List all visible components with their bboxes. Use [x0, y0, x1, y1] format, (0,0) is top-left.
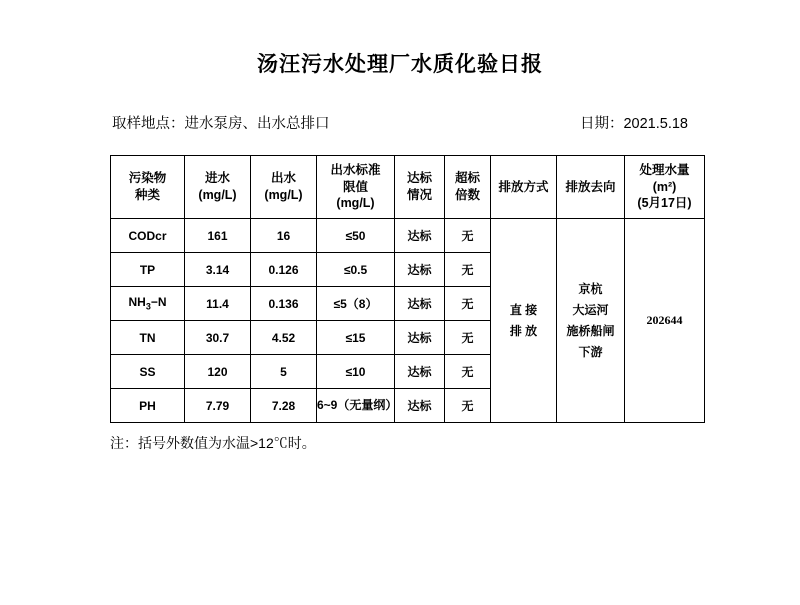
header-standard-line2: 限值	[342, 179, 368, 194]
cell-effluent: 16	[251, 219, 317, 253]
cell-effluent: 4.52	[251, 321, 317, 355]
meta-row	[0, 112, 800, 133]
header-compliance	[395, 156, 445, 219]
cell-pollutant-name	[111, 287, 185, 321]
cell-effluent: 0.126	[251, 253, 317, 287]
cell-influent: 120	[185, 355, 251, 389]
cell-discharge-method	[491, 219, 557, 423]
header-standard-line1: 出水标准	[330, 162, 381, 177]
cell-compliance: 达标	[395, 253, 445, 287]
cell-exceed: 无	[445, 219, 491, 253]
cell-effluent: 0.136	[251, 287, 317, 321]
cell-pollutant-name-main: NH	[128, 295, 146, 310]
header-influent-line2: (mg/L)	[198, 188, 237, 202]
header-effluent	[251, 156, 317, 219]
document-page	[0, 48, 800, 605]
cell-exceed: 无	[445, 253, 491, 287]
cell-pollutant-name: TN	[111, 321, 185, 355]
table-row	[111, 219, 705, 253]
cell-exceed: 无	[445, 355, 491, 389]
header-pollutant	[111, 156, 185, 219]
report-date: 日期：2021.5.18	[579, 116, 688, 132]
discharge-destination-line1: 京杭	[578, 281, 603, 296]
header-discharge-destination	[557, 156, 625, 219]
cell-standard: ≤10	[317, 355, 395, 389]
cell-compliance: 达标	[395, 321, 445, 355]
page-title: 汤汪污水处理厂水质化验日报	[257, 53, 543, 76]
header-discharge-destination-line1: 排放去向	[565, 179, 616, 194]
header-exceed-line1: 超标	[454, 171, 480, 186]
header-treated-volume	[625, 156, 705, 219]
header-treated-volume-line1: 处理水量	[639, 162, 690, 177]
header-compliance-line1: 达标	[406, 171, 432, 186]
cell-pollutant-name-sub: 3	[145, 301, 151, 312]
cell-standard: ≤0.5	[317, 253, 395, 287]
header-influent-line1: 进水	[204, 171, 230, 186]
cell-compliance: 达标	[395, 287, 445, 321]
cell-compliance: 达标	[395, 355, 445, 389]
header-treated-volume-line2: (m²)	[652, 179, 677, 194]
cell-treated-volume: 202644	[625, 219, 705, 423]
cell-exceed: 无	[445, 389, 491, 423]
header-pollutant-line1: 污染物	[128, 171, 167, 186]
header-compliance-line2: 情况	[406, 188, 432, 202]
header-exceed	[445, 156, 491, 219]
footnote: 注：括号外数值为水温>12℃时。	[110, 435, 316, 451]
cell-influent: 11.4	[185, 287, 251, 321]
cell-pollutant-name: TP	[111, 253, 185, 287]
cell-standard: ≤5（8）	[317, 287, 395, 321]
discharge-method-line2: 排 放	[509, 323, 538, 338]
header-discharge-method-line1: 排放方式	[498, 179, 549, 194]
discharge-method-line1: 直 接	[509, 302, 538, 317]
cell-influent: 3.14	[185, 253, 251, 287]
cell-exceed: 无	[445, 321, 491, 355]
cell-influent: 161	[185, 219, 251, 253]
discharge-destination-line2: 大运河	[572, 302, 609, 317]
cell-exceed: 无	[445, 287, 491, 321]
table-header-row	[111, 156, 705, 219]
cell-standard: 6~9（无量纲）	[317, 389, 395, 423]
cell-pollutant-name: CODcr	[111, 219, 185, 253]
cell-pollutant-name: PH	[111, 389, 185, 423]
cell-effluent: 7.28	[251, 389, 317, 423]
cell-standard: ≤50	[317, 219, 395, 253]
header-standard	[317, 156, 395, 219]
cell-pollutant-name-tail: −N	[150, 295, 167, 310]
sampling-location: 取样地点：进水泵房、出水总排口	[112, 116, 330, 132]
cell-influent: 30.7	[185, 321, 251, 355]
discharge-destination-line3: 施桥船闸	[566, 323, 615, 338]
header-discharge-method	[491, 156, 557, 219]
cell-effluent: 5	[251, 355, 317, 389]
cell-standard: ≤15	[317, 321, 395, 355]
header-treated-volume-line3: (5月17日)	[637, 196, 692, 211]
cell-compliance: 达标	[395, 389, 445, 423]
header-effluent-line1: 出水	[270, 171, 296, 186]
header-standard-line3: (mg/L)	[336, 196, 375, 211]
water-quality-table	[110, 155, 705, 423]
header-influent	[185, 156, 251, 219]
cell-discharge-destination	[557, 219, 625, 423]
cell-compliance: 达标	[395, 219, 445, 253]
header-pollutant-line2: 种类	[134, 188, 160, 202]
cell-pollutant-name: SS	[111, 355, 185, 389]
report-table-wrapper	[0, 155, 800, 423]
discharge-destination-line4: 下游	[578, 344, 603, 359]
header-effluent-line2: (mg/L)	[264, 188, 303, 202]
cell-influent: 7.79	[185, 389, 251, 423]
header-exceed-line2: 倍数	[454, 188, 480, 202]
